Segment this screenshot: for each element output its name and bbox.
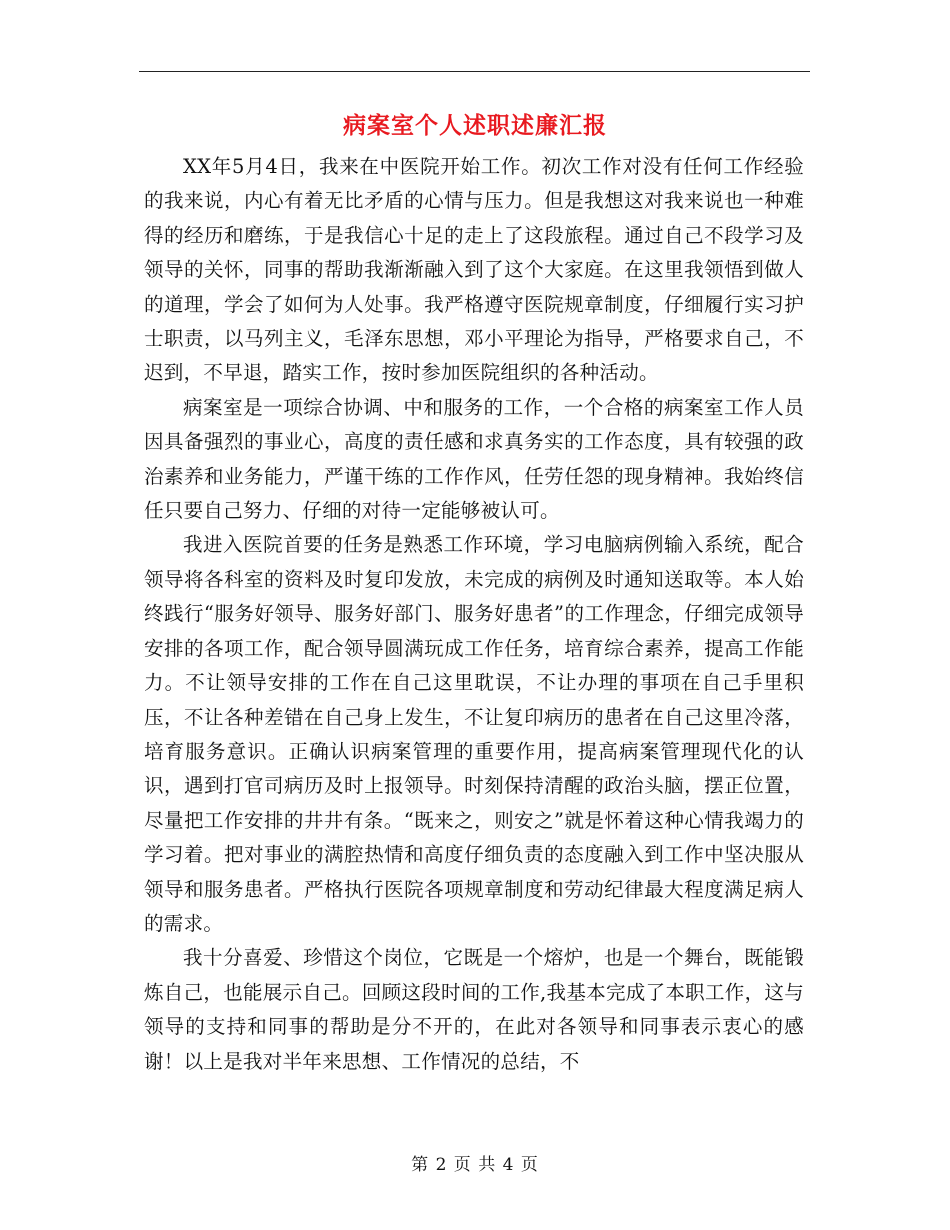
paragraph-2: 病案室是一项综合协调、中和服务的工作，一个合格的病案室工作人员因具备强烈的事业心，高度的责任感和求真务实的工作态度，具有较强的政治素养和业务能力，严谨干练的工作作风，任劳任怨的现身精神。我始终信任只要自己努力、仔细的对待一定能够被认可。 <box>144 395 804 523</box>
paragraph-3: 我进入医院首要的任务是熟悉工作环境，学习电脑病例输入系统，配合领导将各科室的资料及时复印发放，未完成的病例及时通知送取等。本人始终践行“服务好领导、服务好部门、服务好患者”的工作理念，仔细完成领导安排的各项工作，配合领导圆满玩成工作任务，培育综合素养，提高工作能力。不让领导安排的工作在自己这里耽误，不让办理的事项在自己手里积压，不让各种差错在自己身上发生，不让复印病历的患者在自己这里冷落，培育服务意识。正确认识病案管理的重要作用，提高病案管理现代化的认识，遇到打官司病历及时上报领导。时刻保持清醒的政治头脑，摆正位置，尽量把工作安排的井井有条。“既来之，则安之”就是怀着这种心情我竭力的学习着。把对事业的满腔热情和高度仔细负责的态度融入到工作中坚决服从领导和服务患者。严格执行医院各项规章制度和劳动纪律最大程度满足病人的需求。 <box>144 533 804 935</box>
document-body <box>144 150 804 1079</box>
header-rule <box>139 71 810 72</box>
paragraph-1: XX年5月4日，我来在中医院开始工作。初次工作对没有任何工作经验的我来说，内心有着无比矛盾的心情与压力。但是我想这对我来说也一种难得的经历和磨练，于是我信心十足的走上了这段旅程。通过自己不段学习及领导的关怀，同事的帮助我渐渐融入到了这个大家庭。在这里我领悟到做人的道理，学会了如何为人处事。我严格遵守医院规章制度，仔细履行实习护士职责，以马列主义，毛泽东思想，邓小平理论为指导，严格要求自己，不迟到，不早退，踏实工作，按时参加医院组织的各种活动。 <box>144 155 804 385</box>
paragraph-4: 我十分喜爱、珍惜这个岗位，它既是一个熔炉，也是一个舞台，既能锻炼自己，也能展示自己。回顾这段时间的工作,我基本完成了本职工作，这与领导的支持和同事的帮助是分不开的，在此对各领导和同事表示衷心的感谢！以上是我对半年来思想、工作情况的总结，不 <box>144 946 804 1073</box>
document-title: 病案室个人述职述廉汇报 <box>343 112 607 139</box>
page-number: 第 2 页 共 4 页 <box>411 1155 539 1175</box>
